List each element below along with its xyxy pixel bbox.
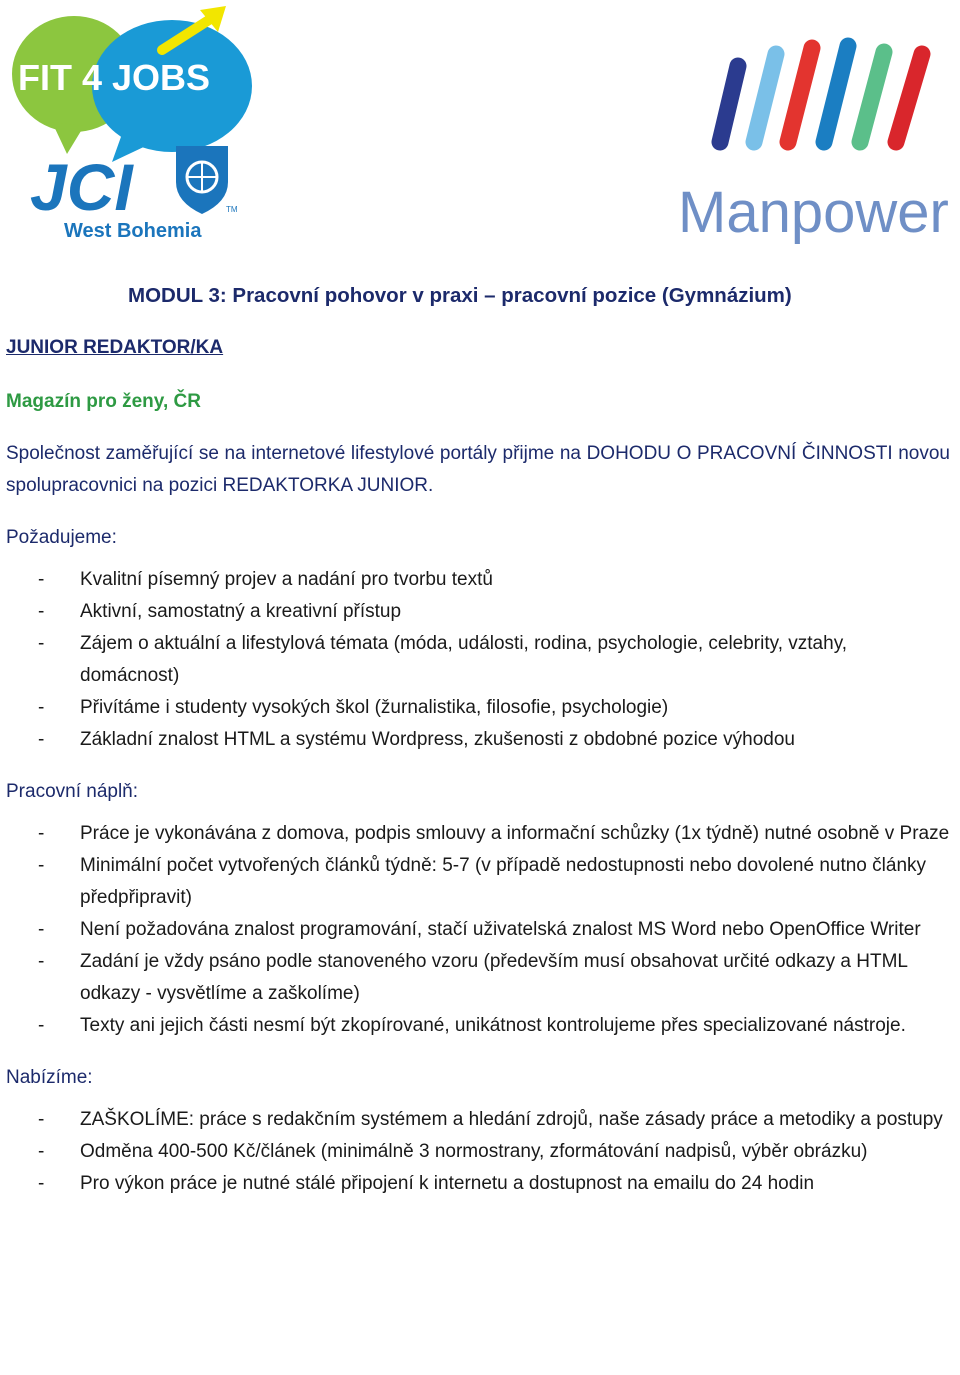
list-item — [6, 1104, 950, 1136]
list-item — [6, 818, 950, 850]
dash-bullet: - — [38, 951, 45, 972]
dash-bullet: - — [38, 633, 45, 654]
list-item-text: Zájem o aktuální a lifestylová témata (móda, události, rodina, psychologie, celebrity, vztahy, domácnost) — [80, 633, 848, 686]
list-item-text: Přivítáme i studenty vysokých škol (žurnalistika, filosofie, psychologie) — [80, 697, 669, 718]
manpower-stripes-icon — [720, 46, 922, 142]
list-item-text: ZAŠKOLÍME: práce s redakčním systémem a hledání zdrojů, naše zásady práce a metodiky a postupy — [80, 1109, 943, 1130]
requirements-list — [6, 564, 950, 756]
list-item — [6, 628, 950, 692]
list-item — [6, 946, 950, 1010]
offer-heading: Nabízíme: — [6, 1067, 93, 1088]
dash-bullet: - — [38, 823, 45, 844]
duties-list — [6, 818, 950, 1042]
list-item — [6, 850, 950, 914]
list-item-text: Zadání je vždy psáno podle stanoveného vzoru (především musí obsahovat určité odkazy a HTML odkazy - vysvětlíme a zaškolíme) — [80, 951, 908, 1004]
document-body — [6, 280, 950, 1220]
logo-manpower-text: Manpower — [678, 180, 949, 244]
list-item-text: Není požadována znalost programování, stačí uživatelská znalost MS Word nebo OpenOffice Writer — [80, 919, 921, 940]
intro-paragraph: Společnost zaměřující se na internetové lifestylové portály přijme na DOHODU O PRACOVNÍ ČINNOSTI novou spolupracovnici na pozici REDAKTORKA JUNIOR. — [6, 443, 950, 496]
dash-bullet: - — [38, 569, 45, 590]
dash-bullet: - — [38, 1015, 45, 1036]
dash-bullet: - — [38, 601, 45, 622]
list-item — [6, 1136, 950, 1168]
list-item — [6, 724, 950, 756]
list-item-text: Odměna 400-500 Kč/článek (minimálně 3 normostrany, zformátování nadpisů, výběr obrázku) — [80, 1141, 868, 1162]
employer-name: Magazín pro ženy, ČR — [6, 391, 201, 412]
list-item-text: Minimální počet vytvořených článků týdně: 5-7 (v případě nedostupnosti nebo dovolené nutno články předpřipravit) — [80, 855, 927, 908]
list-item-text: Texty ani jejich části nesmí být zkopírované, unikátnost kontrolujeme přes specializované nástroje. — [80, 1015, 906, 1036]
list-item-text: Aktivní, samostatný a kreativní přístup — [80, 601, 402, 622]
dash-bullet: - — [38, 855, 45, 876]
header-logos — [0, 0, 960, 250]
dash-bullet: - — [38, 919, 45, 940]
list-item-text: Pro výkon práce je nutné stálé připojení k internetu a dostupnost na emailu do 24 hodin — [80, 1173, 815, 1194]
offer-list — [6, 1104, 950, 1200]
logo-jci-text: JCI — [30, 150, 133, 224]
list-item — [6, 1168, 950, 1200]
logo-fit4jobs-text: FIT 4 JOBS — [18, 57, 211, 98]
fit4jobs-jci-logo — [12, 4, 257, 244]
list-item — [6, 596, 950, 628]
list-item-text: Základní znalost HTML a systému Wordpress, zkušenosti z obdobné pozice výhodou — [80, 729, 795, 750]
list-item — [6, 692, 950, 724]
list-item — [6, 914, 950, 946]
requirements-heading: Požadujeme: — [6, 527, 117, 548]
dash-bullet: - — [38, 697, 45, 718]
logo-tm-text: TM — [226, 205, 238, 214]
list-item — [6, 564, 950, 596]
list-item-text: Práce je vykonávána z domova, podpis smlouvy a informační schůzky (1x týdně) nutné osobně v Praze — [80, 823, 950, 844]
dash-bullet: - — [38, 1109, 45, 1130]
dash-bullet: - — [38, 729, 45, 750]
dash-bullet: - — [38, 1173, 45, 1194]
list-item — [6, 1010, 950, 1042]
module-title: MODUL 3: Pracovní pohovor v praxi – pracovní pozice (Gymnázium) — [128, 284, 792, 307]
position-title: JUNIOR REDAKTOR/KA — [6, 337, 224, 358]
list-item-text: Kvalitní písemný projev a nadání pro tvorbu textů — [80, 569, 493, 590]
dash-bullet: - — [38, 1141, 45, 1162]
logo-region-text: West Bohemia — [64, 220, 202, 242]
manpower-logo — [676, 24, 956, 244]
duties-heading: Pracovní náplň: — [6, 781, 139, 802]
